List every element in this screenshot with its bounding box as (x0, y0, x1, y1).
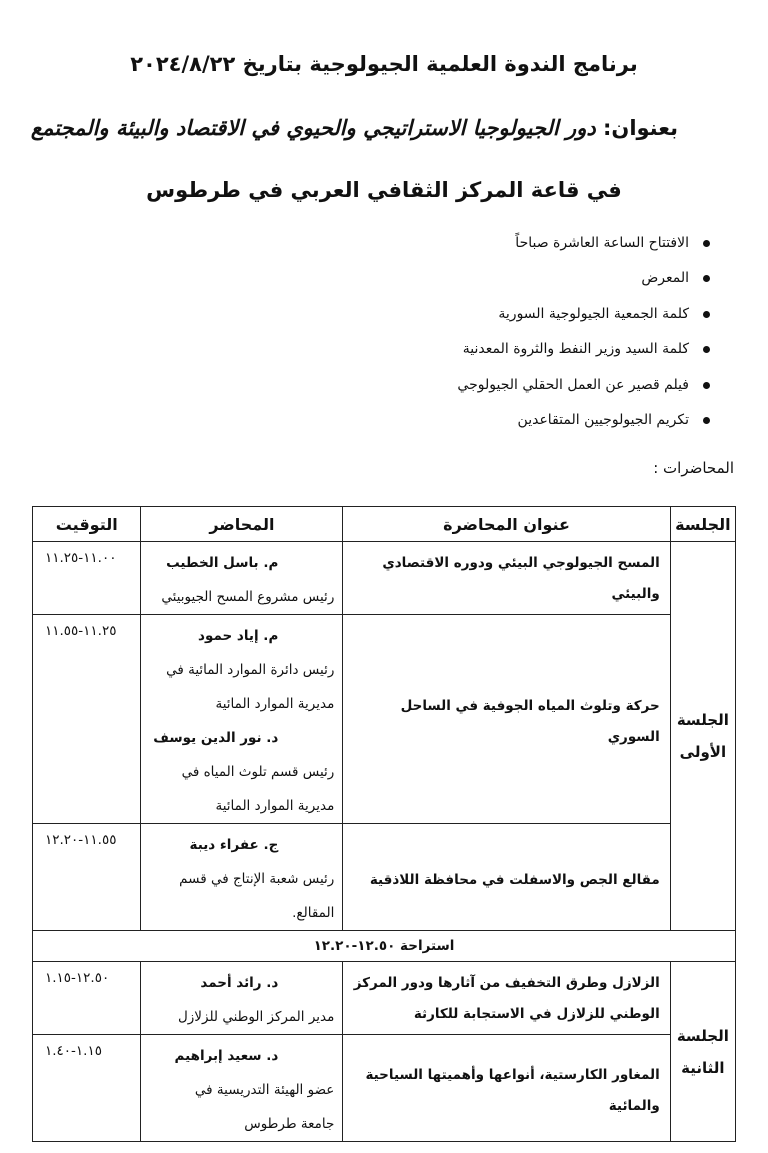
speaker-name: م. إياد حمود (198, 628, 279, 644)
bullet-icon (703, 240, 710, 247)
table-header-row (33, 507, 736, 542)
speaker-role: مديرية الموارد المائية (215, 696, 335, 712)
table-row (33, 615, 736, 824)
speaker-role: المقالع. (292, 905, 335, 921)
speaker-cell (141, 962, 343, 1035)
agenda-item: كلمة السيد وزير النفط والثروة المعدنية (457, 338, 710, 373)
agenda-item: كلمة الجمعية الجيولوجية السورية (457, 303, 710, 338)
bullet-icon (703, 275, 710, 282)
symposium-subtitle (20, 116, 678, 140)
speaker-cell (141, 542, 343, 615)
program-title: برنامج الندوة العلمية الجيولوجية بتاريخ ٢٠٢٤/٨/٢٢ (130, 52, 638, 76)
break-cell: استراحة ١٢.٥٠-١٢.٢٠ (33, 931, 736, 962)
agenda-item: فيلم قصير عن العمل الحقلي الجيولوجي (457, 374, 710, 409)
bullet-icon (703, 417, 710, 424)
time-cell: ١٢.٥٠-١.١٥ (33, 962, 141, 1035)
speaker-role: مدير المركز الوطني للزلازل (177, 1009, 335, 1025)
header-speaker: المحاضر (141, 507, 343, 542)
speaker-role: عضو الهيئة التدريسية في (194, 1082, 335, 1098)
speaker-cell (141, 615, 343, 824)
session-one-cell: الجلسة الأولى (670, 542, 735, 931)
session-two-cell: الجلسة الثانية (670, 962, 735, 1142)
table-row (33, 824, 736, 931)
time-cell: ١١.٥٥-١٢.٢٠ (33, 824, 141, 931)
table-row (33, 1035, 736, 1142)
time-cell: ١.١٥-١.٤٠ (33, 1035, 141, 1142)
speaker-name: ج. عفراء ديبة (189, 837, 279, 853)
speaker-name: د. سعيد إبراهيم (174, 1048, 279, 1064)
speaker-cell (141, 824, 343, 931)
header-title: عنوان المحاضرة (343, 507, 670, 542)
bullet-icon (703, 382, 710, 389)
lecture-title: المغاور الكارستية، أنواعها وأهميتها السياحية والمائية (343, 1035, 670, 1142)
speaker-name: د. نور الدين يوسف (153, 730, 279, 746)
header-time: التوقيت (33, 507, 141, 542)
speaker-cell (141, 1035, 343, 1142)
time-cell: ١١.٢٥-١١.٥٥ (33, 615, 141, 824)
speaker-role: رئيس مشروع المسح الجيوبيئي (161, 589, 335, 605)
speaker-role: رئيس دائرة الموارد المائية في (166, 662, 335, 678)
speaker-role: مديرية الموارد المائية (215, 798, 335, 814)
lecture-title (343, 962, 670, 1035)
subtitle-prefix: بعنوان: (603, 116, 678, 140)
lecture-title: مقالع الجص والاسفلت في محافظة اللاذقية (343, 824, 670, 931)
bullet-icon (703, 311, 710, 318)
agenda-item: تكريم الجيولوجيين المتقاعدين (457, 409, 710, 444)
speaker-name: د. رائد أحمد (200, 975, 279, 991)
speaker-role: رئيس قسم تلوث المياه في (181, 764, 335, 780)
table-row (33, 962, 736, 1035)
lecture-title-line: الوطني للزلازل في الاستجابة للكارثة (413, 1006, 660, 1022)
speaker-role: جامعة طرطوس (244, 1116, 335, 1132)
lecture-title-line: الزلازل وطرق التخفيف من آثارها ودور المركز (353, 975, 660, 991)
lecture-title: حركة وتلوث المياه الجوفية في الساحل السوري (343, 615, 670, 824)
subtitle-theme: دور الجيولوجيا الاستراتيجي والحيوي في الاقتصاد والبيئة والمجتمع (30, 116, 596, 140)
agenda-item: المعرض (457, 267, 710, 302)
time-cell: ١١.٠٠-١١.٢٥ (33, 542, 141, 615)
lectures-label: المحاضرات : (653, 459, 734, 477)
break-row (33, 931, 736, 962)
speaker-role: رئيس شعبة الإنتاج في قسم (179, 871, 335, 887)
speaker-name: م. باسل الخطيب (166, 555, 279, 571)
agenda-item: الافتتاح الساعة العاشرة صباحاً (457, 232, 710, 267)
agenda-list (457, 232, 710, 444)
lectures-table (32, 506, 736, 1142)
venue-line: في قاعة المركز الثقافي العربي في طرطوس (146, 178, 622, 202)
table-row (33, 542, 736, 615)
lecture-title: المسح الجيولوجي البيئي ودوره الاقتصادي والبيئي (343, 542, 670, 615)
header-session: الجلسة (670, 507, 735, 542)
bullet-icon (703, 346, 710, 353)
